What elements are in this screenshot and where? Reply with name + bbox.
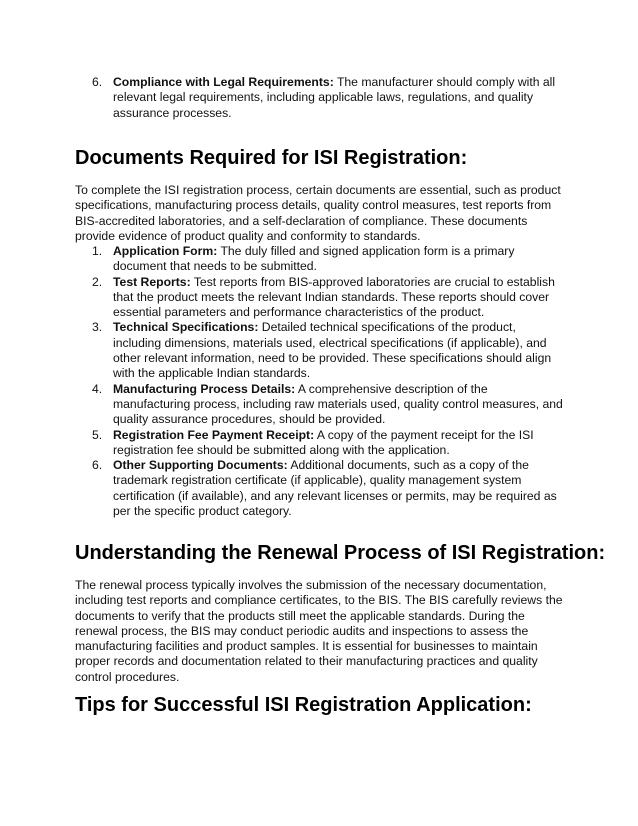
list-item-title: Manufacturing Process Details: (113, 381, 296, 396)
list-item-text: Additional documents, such as a copy of the trademark registration certificate (if applicable), quality management system certification (if available), and any relevant licenses or permits, may be required as per the specific product category. (113, 458, 557, 519)
list-item-title: Registration Fee Payment Receipt: (113, 427, 315, 442)
list-item-title: Technical Specifications: (113, 320, 259, 335)
list-item-number: 1. (92, 244, 103, 258)
list-item-text: Test reports from BIS-approved laboratories are crucial to establish that the product meets the relevant Indian standards. These reports should cover essential parameters and performance characteristics of the product. (113, 274, 555, 320)
list-item-number: 6. (92, 458, 103, 473)
list-item-title: Application Form: (113, 244, 218, 258)
list-item-number: 2. (92, 274, 103, 289)
list-item-text: A comprehensive description of the manufacturing process, including raw materials used, quality control measures, and quality assurance procedures, should be provided. (113, 381, 563, 427)
list-item (0, 75, 638, 121)
documents-list (0, 244, 638, 519)
list-item (0, 428, 638, 459)
section-heading-documents: Documents Required for ISI Registration: (75, 147, 468, 169)
legal-requirements-list (0, 75, 638, 121)
list-item-title: Test Reports: (113, 274, 191, 289)
section-heading-renewal: Understanding the Renewal Process of ISI Registration: (75, 542, 606, 564)
list-item (0, 458, 638, 519)
list-item-number: 3. (92, 320, 103, 335)
list-item-number: 5. (92, 427, 103, 442)
list-item-text: The manufacturer should comply with all relevant legal requirements, including applicable laws, regulations, and quality assurance processes. (113, 75, 556, 120)
list-item-text: The duly filled and signed application form is a primary document that needs to be submitted. (113, 244, 515, 274)
list-item-title: Compliance with Legal Requirements: (113, 75, 334, 89)
list-item (0, 244, 638, 275)
list-item-text: A copy of the payment receipt for the ISI registration fee should be submitted along with the application. (113, 427, 534, 457)
list-item (0, 382, 638, 428)
renewal-paragraph: The renewal process typically involves the submission of the necessary documentation, including test reports and compliance certificates, to the BIS. The BIS carefully reviews the documents to verify that the products still meet the applicable standards. During the renewal process, the BIS may conduct periodic audits and inspections to assess the manufacturing facilities and product samples. It is essential for businesses to maintain proper records and documentation related to their manufacturing practices and quality control procedures. (75, 578, 563, 684)
list-item (0, 275, 638, 321)
section-heading-tips: Tips for Successful ISI Registration Application: (75, 694, 532, 716)
list-item-number: 4. (92, 381, 103, 396)
list-item-number: 6. (92, 75, 103, 89)
list-item (0, 320, 638, 381)
list-item-title: Other Supporting Documents: (113, 458, 288, 473)
list-item-text: Detailed technical specifications of the product, including dimensions, materials used, electrical specifications (if applicable), and other relevant information, need to be provided. These specifications should align with the applicable Indian standards. (113, 320, 552, 381)
documents-intro-paragraph: To complete the ISI registration process, certain documents are essential, such as product specifications, manufacturing process details, quality control measures, test reports from BIS-accredited laboratories, and a self-declaration of compliance. These documents provide evidence of product quality and conformity to standards. (75, 183, 561, 243)
